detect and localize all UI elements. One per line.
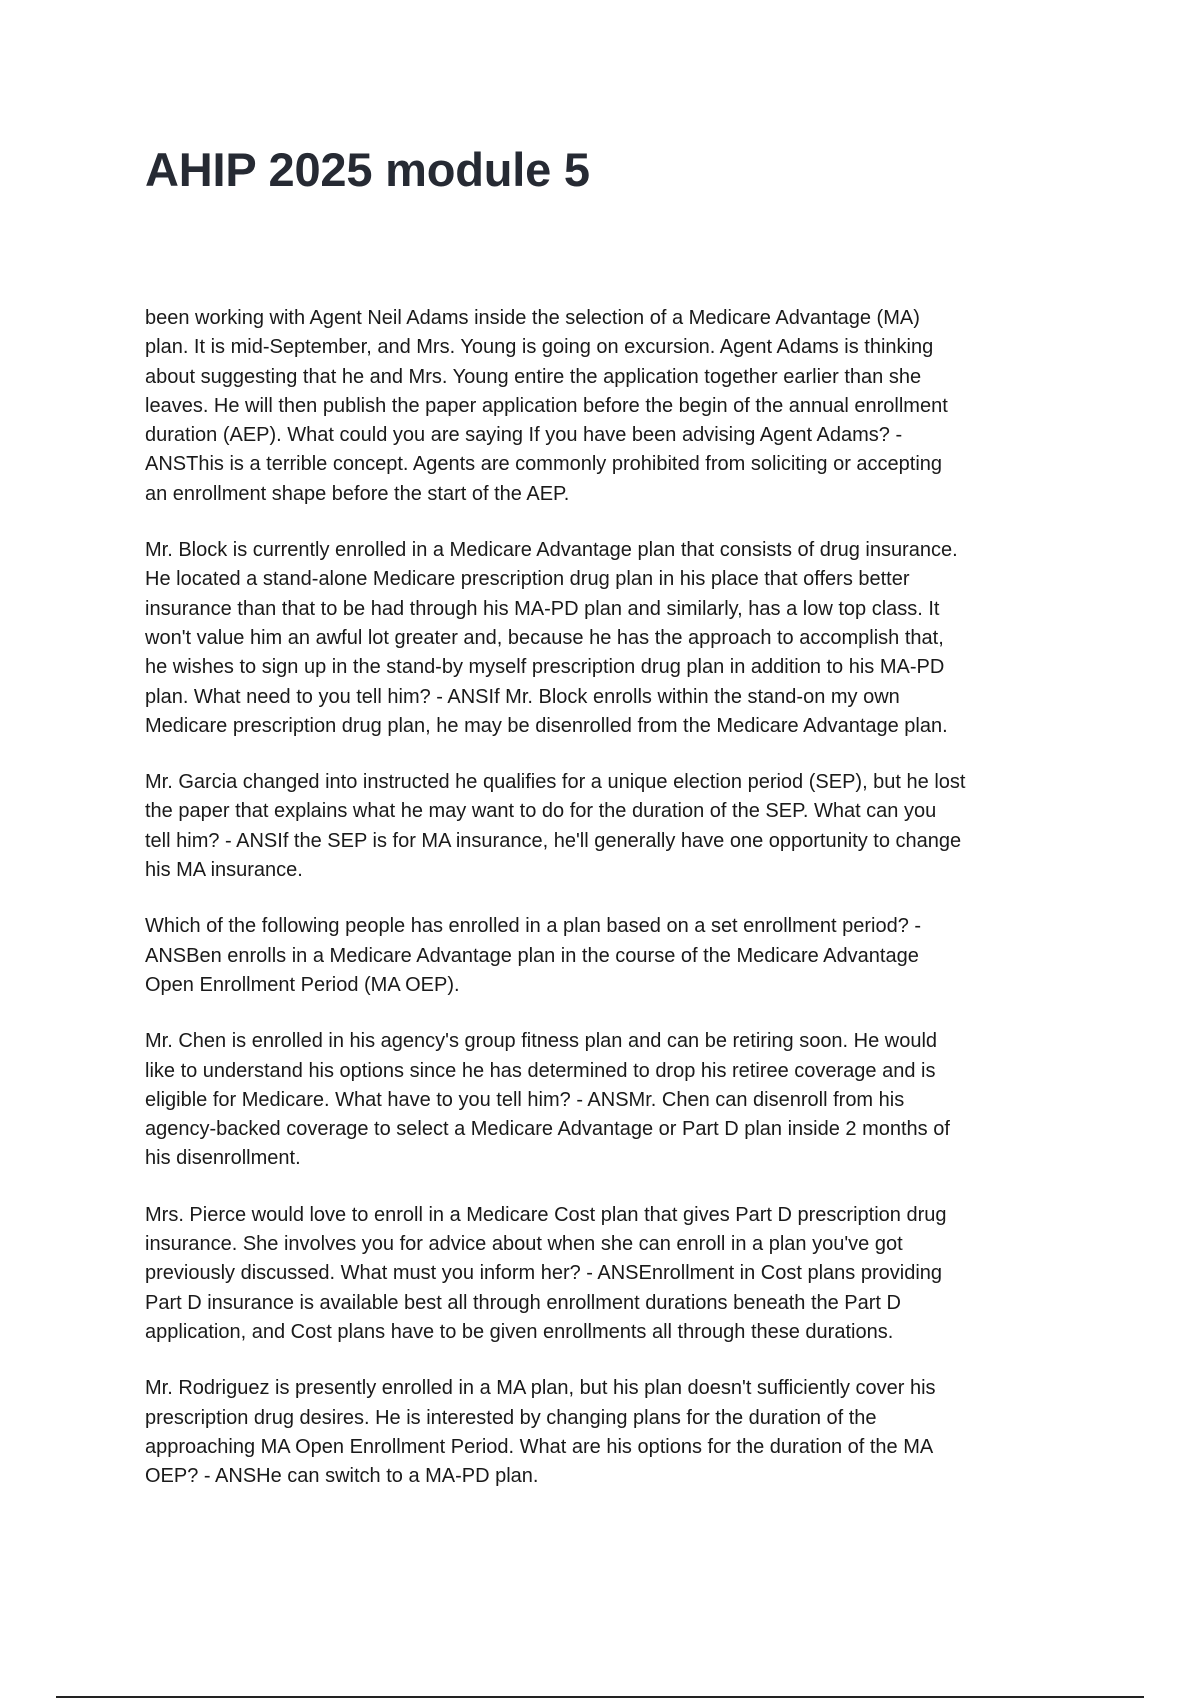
document-title: AHIP 2025 module 5 <box>145 143 590 196</box>
qa-paragraph-1: been working with Agent Neil Adams inside the selection of a Medicare Advantage (MA) plan. It is mid-September, and Mrs. Young is going on excursion. Agent Adams is thinking about suggesting that he and Mrs. Young entire the application together earlier than she leaves. He will then publish the paper application before the begin of the annual enrollment duration (AEP). What could you are saying If you have been advising Agent Adams? - ANSThis is a terrible concept. Agents are commonly prohibited from soliciting or accepting an enrollment shape before the start of the AEP. <box>145 307 948 505</box>
qa-paragraph-3: Mr. Garcia changed into instructed he qualifies for a unique election period (SEP), but he lost the paper that explains what he may want to do for the duration of the SEP. What can you tell him? - ANSIf the SEP is for MA insurance, he'll generally have one opportunity to change his MA insurance. <box>145 771 966 882</box>
qa-paragraph-4: Which of the following people has enrolled in a plan based on a set enrollment period? - ANSBen enrolls in a Medicare Advantage plan in the course of the Medicare Advantage Open Enrollment Period (MA OEP). <box>145 915 922 996</box>
qa-paragraph-2: Mr. Block is currently enrolled in a Medicare Advantage plan that consists of drug insurance. He located a stand-alone Medicare prescription drug plan in his place that offers better insurance than that to be had through his MA-PD plan and similarly, has a low top class. It won't value him an awful lot greater and, because he has the approach to accomplish that, he wishes to sign up in the stand-by myself prescription drug plan in addition to his MA-PD plan. What need to you tell him? - ANSIf Mr. Block enrolls within the stand-on my own Medicare prescription drug plan, he may be disenrolled from the Medicare Advantage plan. <box>145 539 958 737</box>
qa-paragraph-6: Mrs. Pierce would love to enroll in a Medicare Cost plan that gives Part D prescription drug insurance. She involves you for advice about when she can enroll in a plan you've got previously discussed. What must you inform her? - ANSEnrollment in Cost plans providing Part D insurance is available best all through enrollment durations beneath the Part D application, and Cost plans have to be given enrollments all through these durations. <box>145 1203 947 1343</box>
footer-divider <box>56 1696 1144 1698</box>
qa-paragraph-7: Mr. Rodriguez is presently enrolled in a MA plan, but his plan doesn't sufficiently cover his prescription drug desires. He is interested by changing plans for the duration of the approaching MA Open Enrollment Period. What are his options for the duration of the MA OEP? - ANSHe can switch to a MA-PD plan. <box>145 1377 936 1488</box>
qa-paragraph-5: Mr. Chen is enrolled in his agency's group fitness plan and can be retiring soon. He would like to understand his options since he has determined to drop his retiree coverage and is eligible for Medicare. What have to you tell him? - ANSMr. Chen can disenroll from his agency-backed coverage to select a Medicare Advantage or Part D plan inside 2 months of his disenrollment. <box>145 1030 950 1170</box>
document-body <box>145 304 1065 1518</box>
